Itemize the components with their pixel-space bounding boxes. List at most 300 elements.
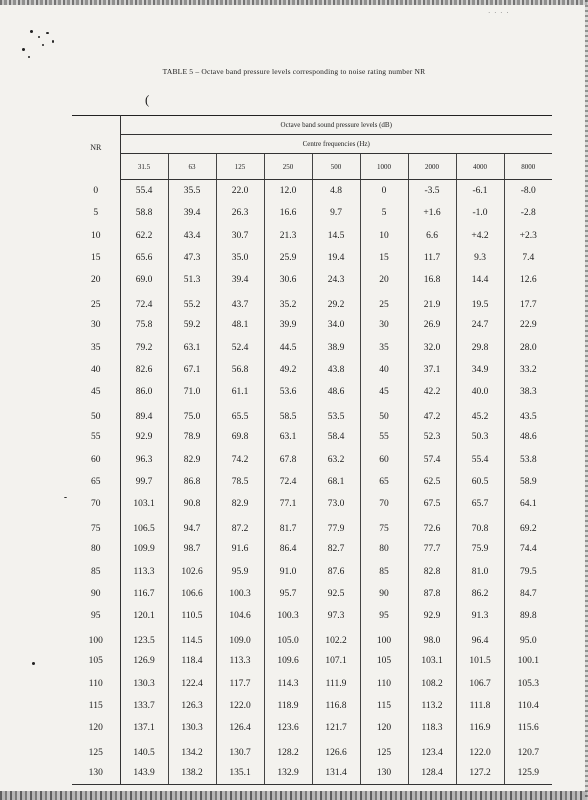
level-cell: 24.3 [312, 269, 360, 291]
level-cell: 72.6 [408, 516, 456, 538]
frequency-header: 125 [216, 154, 264, 180]
level-cell: 39.9 [264, 314, 312, 336]
level-cell: 42.2 [408, 381, 456, 403]
table-row [72, 448, 552, 470]
level-cell: 71.0 [168, 381, 216, 403]
level-cell: 22.9 [519, 320, 537, 331]
level-cell: 87.8 [408, 583, 456, 605]
level-cell: 19.5 [456, 292, 504, 314]
level-cell: 118.9 [264, 695, 312, 717]
level-cell: 101.5 [456, 650, 504, 672]
table-row [72, 516, 552, 538]
table-row [72, 202, 552, 224]
nr-cell: 0 [72, 180, 120, 202]
level-cell: 110.4 [517, 701, 539, 712]
level-cell: 96.3 [120, 448, 168, 470]
level-cell: 100.1 [517, 656, 539, 667]
level-cell: 40 [360, 359, 408, 381]
level-cell: 100.3 [264, 605, 312, 627]
level-cell: 128.4 [408, 762, 456, 784]
nr-cell: 60 [72, 448, 120, 470]
nr-cell: 115 [72, 695, 120, 717]
level-cell: 20 [360, 269, 408, 291]
level-cell: 43.8 [312, 359, 360, 381]
frequency-header: 31.5 [120, 154, 168, 180]
nr-cell: 5 [72, 202, 120, 224]
level-cell: 24.7 [456, 314, 504, 336]
level-cell: 130.3 [168, 717, 216, 739]
frequency-header: 8000 [504, 154, 552, 180]
level-cell: 84.7 [519, 589, 537, 600]
level-cell: 67.5 [408, 493, 456, 515]
table-row [72, 224, 552, 246]
level-cell: 12.6 [519, 275, 537, 286]
level-cell: 115 [360, 695, 408, 717]
level-cell: 57.4 [408, 448, 456, 470]
level-cell: 95.7 [264, 583, 312, 605]
level-cell: 65 [360, 471, 408, 493]
nr-cell: 40 [72, 359, 120, 381]
level-cell: 82.6 [120, 359, 168, 381]
level-cell: 135.1 [216, 762, 264, 784]
level-cell: 58.4 [312, 426, 360, 448]
level-cell: 29.8 [456, 336, 504, 358]
table-caption: TABLE 5 – Octave band pressure levels corresponding to noise rating number NR [162, 67, 426, 76]
level-cell: 99.7 [120, 471, 168, 493]
level-cell: 114.3 [264, 672, 312, 694]
nr-cell: 45 [72, 381, 120, 403]
level-cell: 52.4 [216, 336, 264, 358]
nr-cell: 100 [72, 628, 120, 650]
level-cell: 56.8 [216, 359, 264, 381]
level-cell: 63.1 [168, 336, 216, 358]
level-cell: 68.1 [312, 471, 360, 493]
level-cell: 51.3 [168, 269, 216, 291]
level-cell: 81.7 [264, 516, 312, 538]
level-cell: 95.9 [216, 560, 264, 582]
level-cell: 65.6 [120, 247, 168, 269]
level-cell: 35.2 [264, 292, 312, 314]
level-cell: 34.9 [456, 359, 504, 381]
level-cell: 53.8 [519, 454, 537, 465]
level-cell: 33.2 [519, 364, 537, 375]
level-cell: 82.8 [408, 560, 456, 582]
level-cell: 126.3 [168, 695, 216, 717]
table-row [72, 762, 552, 784]
level-cell: 130 [360, 762, 408, 784]
level-cell: 86.4 [264, 538, 312, 560]
table-row [72, 628, 552, 650]
level-cell: 43.5 [519, 412, 537, 423]
level-cell: 30.6 [264, 269, 312, 291]
level-cell: 105.0 [264, 628, 312, 650]
table-row [72, 560, 552, 582]
level-cell: 105.3 [517, 678, 539, 689]
level-cell: 37.1 [408, 359, 456, 381]
level-cell: 92.9 [408, 605, 456, 627]
level-cell: 121.7 [312, 717, 360, 739]
level-cell: 39.4 [216, 269, 264, 291]
table-row [72, 717, 552, 739]
level-cell: 118.4 [168, 650, 216, 672]
level-cell: 34.0 [312, 314, 360, 336]
level-cell: 73.0 [312, 493, 360, 515]
nr-cell: 130 [72, 762, 120, 784]
level-cell: 49.2 [264, 359, 312, 381]
level-cell: 78.5 [216, 471, 264, 493]
level-cell: 19.4 [312, 247, 360, 269]
level-cell: 92.9 [120, 426, 168, 448]
level-cell: 106.6 [168, 583, 216, 605]
level-cell: +4.2 [456, 224, 504, 246]
level-cell: 64.1 [519, 499, 537, 510]
level-cell: 127.2 [456, 762, 504, 784]
level-cell: 9.3 [456, 247, 504, 269]
frequency-header: 4000 [456, 154, 504, 180]
level-cell: 55.4 [120, 180, 168, 202]
nr-cell: 15 [72, 247, 120, 269]
level-cell: 81.0 [456, 560, 504, 582]
level-cell: 94.7 [168, 516, 216, 538]
level-cell: 128.2 [264, 740, 312, 762]
level-cell: 62.5 [408, 471, 456, 493]
nr-cell: 55 [72, 426, 120, 448]
level-cell: 86.2 [456, 583, 504, 605]
level-cell: 100 [360, 628, 408, 650]
level-cell: 82.7 [312, 538, 360, 560]
level-cell: 69.2 [519, 524, 537, 535]
level-cell: 38.3 [519, 387, 537, 398]
level-cell: 132.9 [264, 762, 312, 784]
level-cell: 130.3 [120, 672, 168, 694]
level-cell: 87.6 [312, 560, 360, 582]
level-cell: 90 [360, 583, 408, 605]
level-cell: 111.9 [312, 672, 360, 694]
level-cell: 30 [360, 314, 408, 336]
table-row [72, 650, 552, 672]
level-cell: 45.2 [456, 404, 504, 426]
level-cell: 86.0 [120, 381, 168, 403]
level-cell: 60.5 [456, 471, 504, 493]
level-cell: 58.5 [264, 404, 312, 426]
level-cell: 40.0 [456, 381, 504, 403]
level-cell: 87.2 [216, 516, 264, 538]
sound-pressure-header: Octave band sound pressure levels (dB) [120, 116, 552, 135]
level-cell: 109.0 [216, 628, 264, 650]
level-cell: -2.8 [520, 208, 536, 219]
level-cell: 62.2 [120, 224, 168, 246]
level-cell: 55 [360, 426, 408, 448]
level-cell: 131.4 [312, 762, 360, 784]
level-cell: 67.1 [168, 359, 216, 381]
scan-border-top [0, 0, 588, 5]
table-row [72, 493, 552, 515]
level-cell: 102.2 [312, 628, 360, 650]
level-cell: 125 [360, 740, 408, 762]
level-cell: 100.3 [216, 583, 264, 605]
level-cell: 78.9 [168, 426, 216, 448]
level-cell: 75.9 [456, 538, 504, 560]
table-row [72, 314, 552, 336]
level-cell: 104.6 [216, 605, 264, 627]
level-cell: 118.3 [408, 717, 456, 739]
level-cell: 63.2 [312, 448, 360, 470]
level-cell: 120.7 [517, 748, 539, 759]
level-cell: 113.3 [120, 560, 168, 582]
table-row [72, 605, 552, 627]
nr-cell: 120 [72, 717, 120, 739]
level-cell: 21.9 [408, 292, 456, 314]
level-cell: 14.4 [456, 269, 504, 291]
level-cell: 53.6 [264, 381, 312, 403]
level-cell: 17.7 [519, 300, 537, 311]
level-cell: 130.7 [216, 740, 264, 762]
level-cell: 90.8 [168, 493, 216, 515]
table-row [72, 426, 552, 448]
level-cell: 48.1 [216, 314, 264, 336]
level-cell: 98.0 [408, 628, 456, 650]
level-cell: 6.6 [408, 224, 456, 246]
table-row [72, 336, 552, 358]
level-cell: -8.0 [520, 185, 536, 196]
level-cell: 59.2 [168, 314, 216, 336]
level-cell: 47.2 [408, 404, 456, 426]
level-cell: 7.4 [522, 252, 535, 263]
level-cell: 133.7 [120, 695, 168, 717]
level-cell: 110.5 [168, 605, 216, 627]
level-cell: 72.4 [120, 292, 168, 314]
table-row [72, 359, 552, 381]
level-cell: 39.4 [168, 202, 216, 224]
level-cell: 48.6 [312, 381, 360, 403]
level-cell: 25 [360, 292, 408, 314]
level-cell: 138.2 [168, 762, 216, 784]
level-cell: 82.9 [168, 448, 216, 470]
level-cell: 77.7 [408, 538, 456, 560]
level-cell: 26.3 [216, 202, 264, 224]
stray-mark: ( [145, 92, 150, 107]
table-row [72, 381, 552, 403]
level-cell: +2.3 [519, 230, 537, 241]
level-cell: +1.6 [408, 202, 456, 224]
level-cell: 58.8 [120, 202, 168, 224]
level-cell: 98.7 [168, 538, 216, 560]
level-cell: 126.6 [312, 740, 360, 762]
level-cell: 102.6 [168, 560, 216, 582]
level-cell: 25.9 [264, 247, 312, 269]
level-cell: 91.6 [216, 538, 264, 560]
nr-cell: 95 [72, 605, 120, 627]
level-cell: 106.7 [456, 672, 504, 694]
level-cell: 82.9 [216, 493, 264, 515]
level-cell: 109.6 [264, 650, 312, 672]
nr-cell: 80 [72, 538, 120, 560]
level-cell: 91.0 [264, 560, 312, 582]
scan-border-bottom [0, 791, 588, 800]
level-cell: 60 [360, 448, 408, 470]
level-cell: 77.9 [312, 516, 360, 538]
table-body [72, 180, 552, 785]
centre-frequency-header: Centre frequencies (Hz) [120, 135, 552, 154]
level-cell: 69.8 [216, 426, 264, 448]
level-cell: 137.1 [120, 717, 168, 739]
level-cell: 123.6 [264, 717, 312, 739]
level-cell: 89.8 [519, 611, 537, 622]
frequency-header: 1000 [360, 154, 408, 180]
level-cell: 22.0 [216, 180, 264, 202]
table-row [72, 180, 552, 202]
nr-cell: 30 [72, 314, 120, 336]
level-cell: 103.1 [408, 650, 456, 672]
level-cell: 143.9 [120, 762, 168, 784]
level-cell: 110 [360, 672, 408, 694]
level-cell: 79.5 [519, 566, 537, 577]
level-cell: 117.7 [216, 672, 264, 694]
nr-cell: 110 [72, 672, 120, 694]
nr-cell: 75 [72, 516, 120, 538]
nr-cell: 85 [72, 560, 120, 582]
level-cell: 126.9 [120, 650, 168, 672]
level-cell: 55.4 [456, 448, 504, 470]
level-cell: 15 [360, 247, 408, 269]
level-cell: 123.4 [408, 740, 456, 762]
level-cell: 65.5 [216, 404, 264, 426]
level-cell: 116.9 [456, 717, 504, 739]
level-cell: 75 [360, 516, 408, 538]
level-cell: 65.7 [456, 493, 504, 515]
level-cell: 89.4 [120, 404, 168, 426]
level-cell: 72.4 [264, 471, 312, 493]
nr-cell: 65 [72, 471, 120, 493]
nr-column-header: NR [72, 116, 120, 180]
level-cell: 58.9 [519, 476, 537, 487]
nr-cell: 50 [72, 404, 120, 426]
nr-cell: 35 [72, 336, 120, 358]
level-cell: 43.4 [168, 224, 216, 246]
level-cell: 103.1 [120, 493, 168, 515]
level-cell: 50.3 [456, 426, 504, 448]
level-cell: 74.2 [216, 448, 264, 470]
level-cell: 80 [360, 538, 408, 560]
frequency-header-row [72, 154, 552, 180]
level-cell: 43.7 [216, 292, 264, 314]
level-cell: 123.5 [120, 628, 168, 650]
nr-cell: 125 [72, 740, 120, 762]
level-cell: 113.2 [408, 695, 456, 717]
level-cell: 96.4 [456, 628, 504, 650]
level-cell: 63.1 [264, 426, 312, 448]
level-cell: 67.8 [264, 448, 312, 470]
noise-rating-table [72, 115, 552, 785]
level-cell: 10 [360, 224, 408, 246]
level-cell: -3.5 [408, 180, 456, 202]
level-cell: 107.1 [312, 650, 360, 672]
frequency-header: 500 [312, 154, 360, 180]
nr-cell: 90 [72, 583, 120, 605]
level-cell: 75.8 [120, 314, 168, 336]
level-cell: 113.3 [216, 650, 264, 672]
level-cell: 108.2 [408, 672, 456, 694]
level-cell: 122.0 [456, 740, 504, 762]
level-cell: -1.0 [456, 202, 504, 224]
level-cell: 106.5 [120, 516, 168, 538]
level-cell: 134.2 [168, 740, 216, 762]
table-row [72, 471, 552, 493]
level-cell: 125.9 [504, 762, 552, 784]
level-cell: 45 [360, 381, 408, 403]
level-cell: 91.3 [456, 605, 504, 627]
level-cell: 21.3 [264, 224, 312, 246]
table-row [72, 583, 552, 605]
frequency-header: 2000 [408, 154, 456, 180]
level-cell: 122.0 [216, 695, 264, 717]
level-cell: 32.0 [408, 336, 456, 358]
level-cell: 9.7 [312, 202, 360, 224]
level-cell: 86.8 [168, 471, 216, 493]
level-cell: 30.7 [216, 224, 264, 246]
level-cell: 50 [360, 404, 408, 426]
frequency-header: 63 [168, 154, 216, 180]
table-row [72, 269, 552, 291]
level-cell: 120.1 [120, 605, 168, 627]
level-cell: 69.0 [120, 269, 168, 291]
frequency-header: 250 [264, 154, 312, 180]
level-cell: 70 [360, 493, 408, 515]
page-mark: · · · · [488, 9, 510, 17]
level-cell: 29.2 [312, 292, 360, 314]
level-cell: 35.0 [216, 247, 264, 269]
nr-cell: 20 [72, 269, 120, 291]
level-cell: 61.1 [216, 381, 264, 403]
level-cell: 0 [360, 180, 408, 202]
level-cell: -6.1 [456, 180, 504, 202]
level-cell: 75.0 [168, 404, 216, 426]
level-cell: 16.8 [408, 269, 456, 291]
level-cell: 105 [360, 650, 408, 672]
level-cell: 47.3 [168, 247, 216, 269]
level-cell: 14.5 [312, 224, 360, 246]
level-cell: 77.1 [264, 493, 312, 515]
level-cell: 70.8 [456, 516, 504, 538]
level-cell: 79.2 [120, 336, 168, 358]
nr-cell: 25 [72, 292, 120, 314]
table-row [72, 695, 552, 717]
level-cell: 44.5 [264, 336, 312, 358]
nr-cell: 105 [72, 650, 120, 672]
level-cell: 111.8 [456, 695, 504, 717]
level-cell: 109.9 [120, 538, 168, 560]
level-cell: 26.9 [408, 314, 456, 336]
level-cell: 52.3 [408, 426, 456, 448]
table-row [72, 740, 552, 762]
level-cell: 126.4 [216, 717, 264, 739]
level-cell: 122.4 [168, 672, 216, 694]
level-cell: 35 [360, 336, 408, 358]
level-cell: 116.7 [120, 583, 168, 605]
nr-cell: 10 [72, 224, 120, 246]
level-cell: 55.2 [168, 292, 216, 314]
table-row [72, 538, 552, 560]
level-cell: 12.0 [264, 180, 312, 202]
level-cell: 114.5 [168, 628, 216, 650]
table-row [72, 672, 552, 694]
level-cell: 16.6 [264, 202, 312, 224]
level-cell: 35.5 [168, 180, 216, 202]
table-row [72, 404, 552, 426]
table-row [72, 292, 552, 314]
level-cell: 115.6 [517, 723, 539, 734]
level-cell: 74.4 [519, 544, 537, 555]
